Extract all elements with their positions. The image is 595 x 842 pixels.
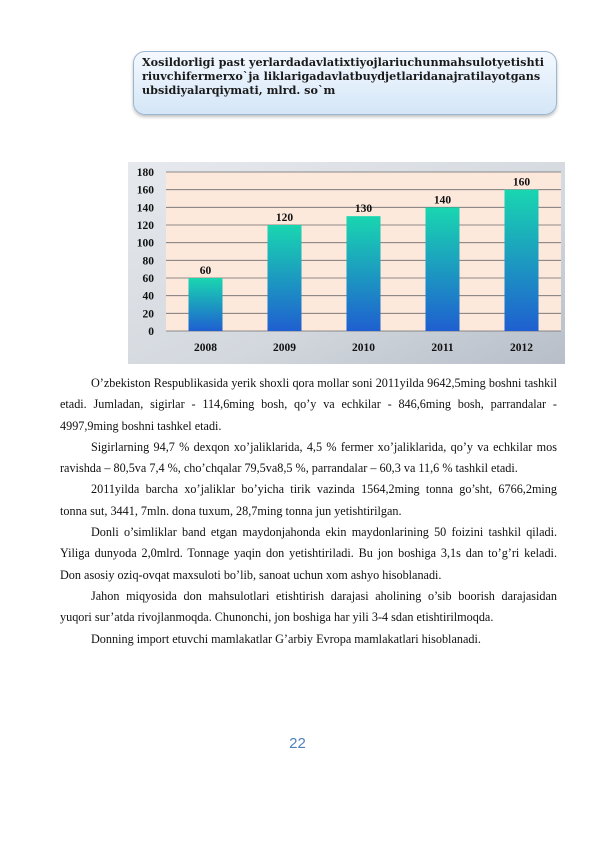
bar-value-label: 130	[354, 203, 373, 216]
y-tick-label: 80	[142, 255, 154, 268]
y-tick-label: 160	[136, 184, 154, 197]
bar-chart-svg	[128, 162, 565, 364]
chart-title-box: Xosildorligi past yerlardadavlatixtiyojlariuchunmahsulotyetishtiriuvchifermerxo`ja liklarigadavlatbuydjetlaridanajratilayotgansubsidiyalarqiymati, mlrd. so`m	[133, 51, 557, 115]
bar	[347, 216, 381, 331]
bar	[505, 190, 539, 331]
x-tick-label: 2011	[431, 342, 454, 354]
x-tick-label: 2008	[194, 342, 217, 354]
y-tick-label: 180	[136, 167, 154, 179]
paragraph: Donning import etuvchi mamlakatlar G’arbiy Evropa mamlakatlari hisoblanadi.	[91, 631, 481, 646]
bar	[268, 225, 302, 331]
paragraph: Donli o’simliklar band etgan maydonjahonda ekin maydonlarining 50 foizini tashkil qiladi. Yiliga dunyoda 2,0mlrd. Tonnage yaqin don yetishtiriladi. Bu jon boshiga 3,1s dan to’g’ri keladi. Don asosiy oziq-ovqat maxsuloti bo’lib, sanoat uchun xom ashyo hisoblanadi.	[60, 525, 557, 582]
bar-value-label: 160	[512, 176, 531, 189]
bar-value-label: 140	[433, 194, 452, 207]
paragraph: Jahon miqyosida don mahsulotlari etishtirish darajasi aholining o’sib boorish darajasidan yuqori sur’atda rivojlanmoqda. Chunonchi, jon boshiga har yili 3-4 sdan etishtirilmoqda.	[60, 588, 557, 625]
y-tick-label: 0	[148, 326, 154, 338]
x-tick-label: 2012	[510, 342, 533, 354]
bar	[426, 207, 460, 331]
bar-value-label: 60	[199, 265, 212, 277]
paragraph: Sigirlarning 94,7 % dexqon xo’jaliklarida, 4,5 % fermer xo’jaliklarida, qo’y va echkilar mos ravishda – 80,5va 7,4 %, cho’chqalar 79,5va8,5 %, parrandalar – 60,3 va 11,6 % tashkil etadi.	[60, 439, 557, 476]
y-tick-label: 140	[136, 202, 154, 215]
paragraph: 2011yilda barcha xo’jaliklar bo’yicha tirik vazinda 1564,2ming tonna go’sht, 6766,2ming tonna sut, 3441, 7mln. dona tuxum, 28,7ming tonna jun yetishtirilgan.	[60, 482, 557, 518]
bar-value-label: 120	[275, 212, 294, 224]
y-tick-label: 100	[136, 237, 154, 250]
y-tick-label: 40	[142, 290, 154, 303]
bar-chart	[128, 162, 565, 364]
body-text	[60, 373, 557, 650]
paragraph: O’zbekiston Respublikasida yerik shoxli qora mollar soni 2011yilda 9642,5ming boshni tashkil etadi. Jumladan, sigirlar - 114,6ming bosh, qo’y va echkilar - 846,6ming bosh, parrandalar - 4997,9ming boshni tashkel etadi.	[60, 376, 557, 433]
y-tick-label: 60	[142, 273, 154, 285]
x-tick-label: 2010	[352, 342, 375, 354]
y-tick-label: 120	[136, 220, 154, 232]
y-tick-label: 20	[142, 308, 154, 321]
page-number: 22	[289, 735, 306, 752]
x-tick-label: 2009	[273, 342, 296, 354]
bar	[189, 278, 223, 331]
